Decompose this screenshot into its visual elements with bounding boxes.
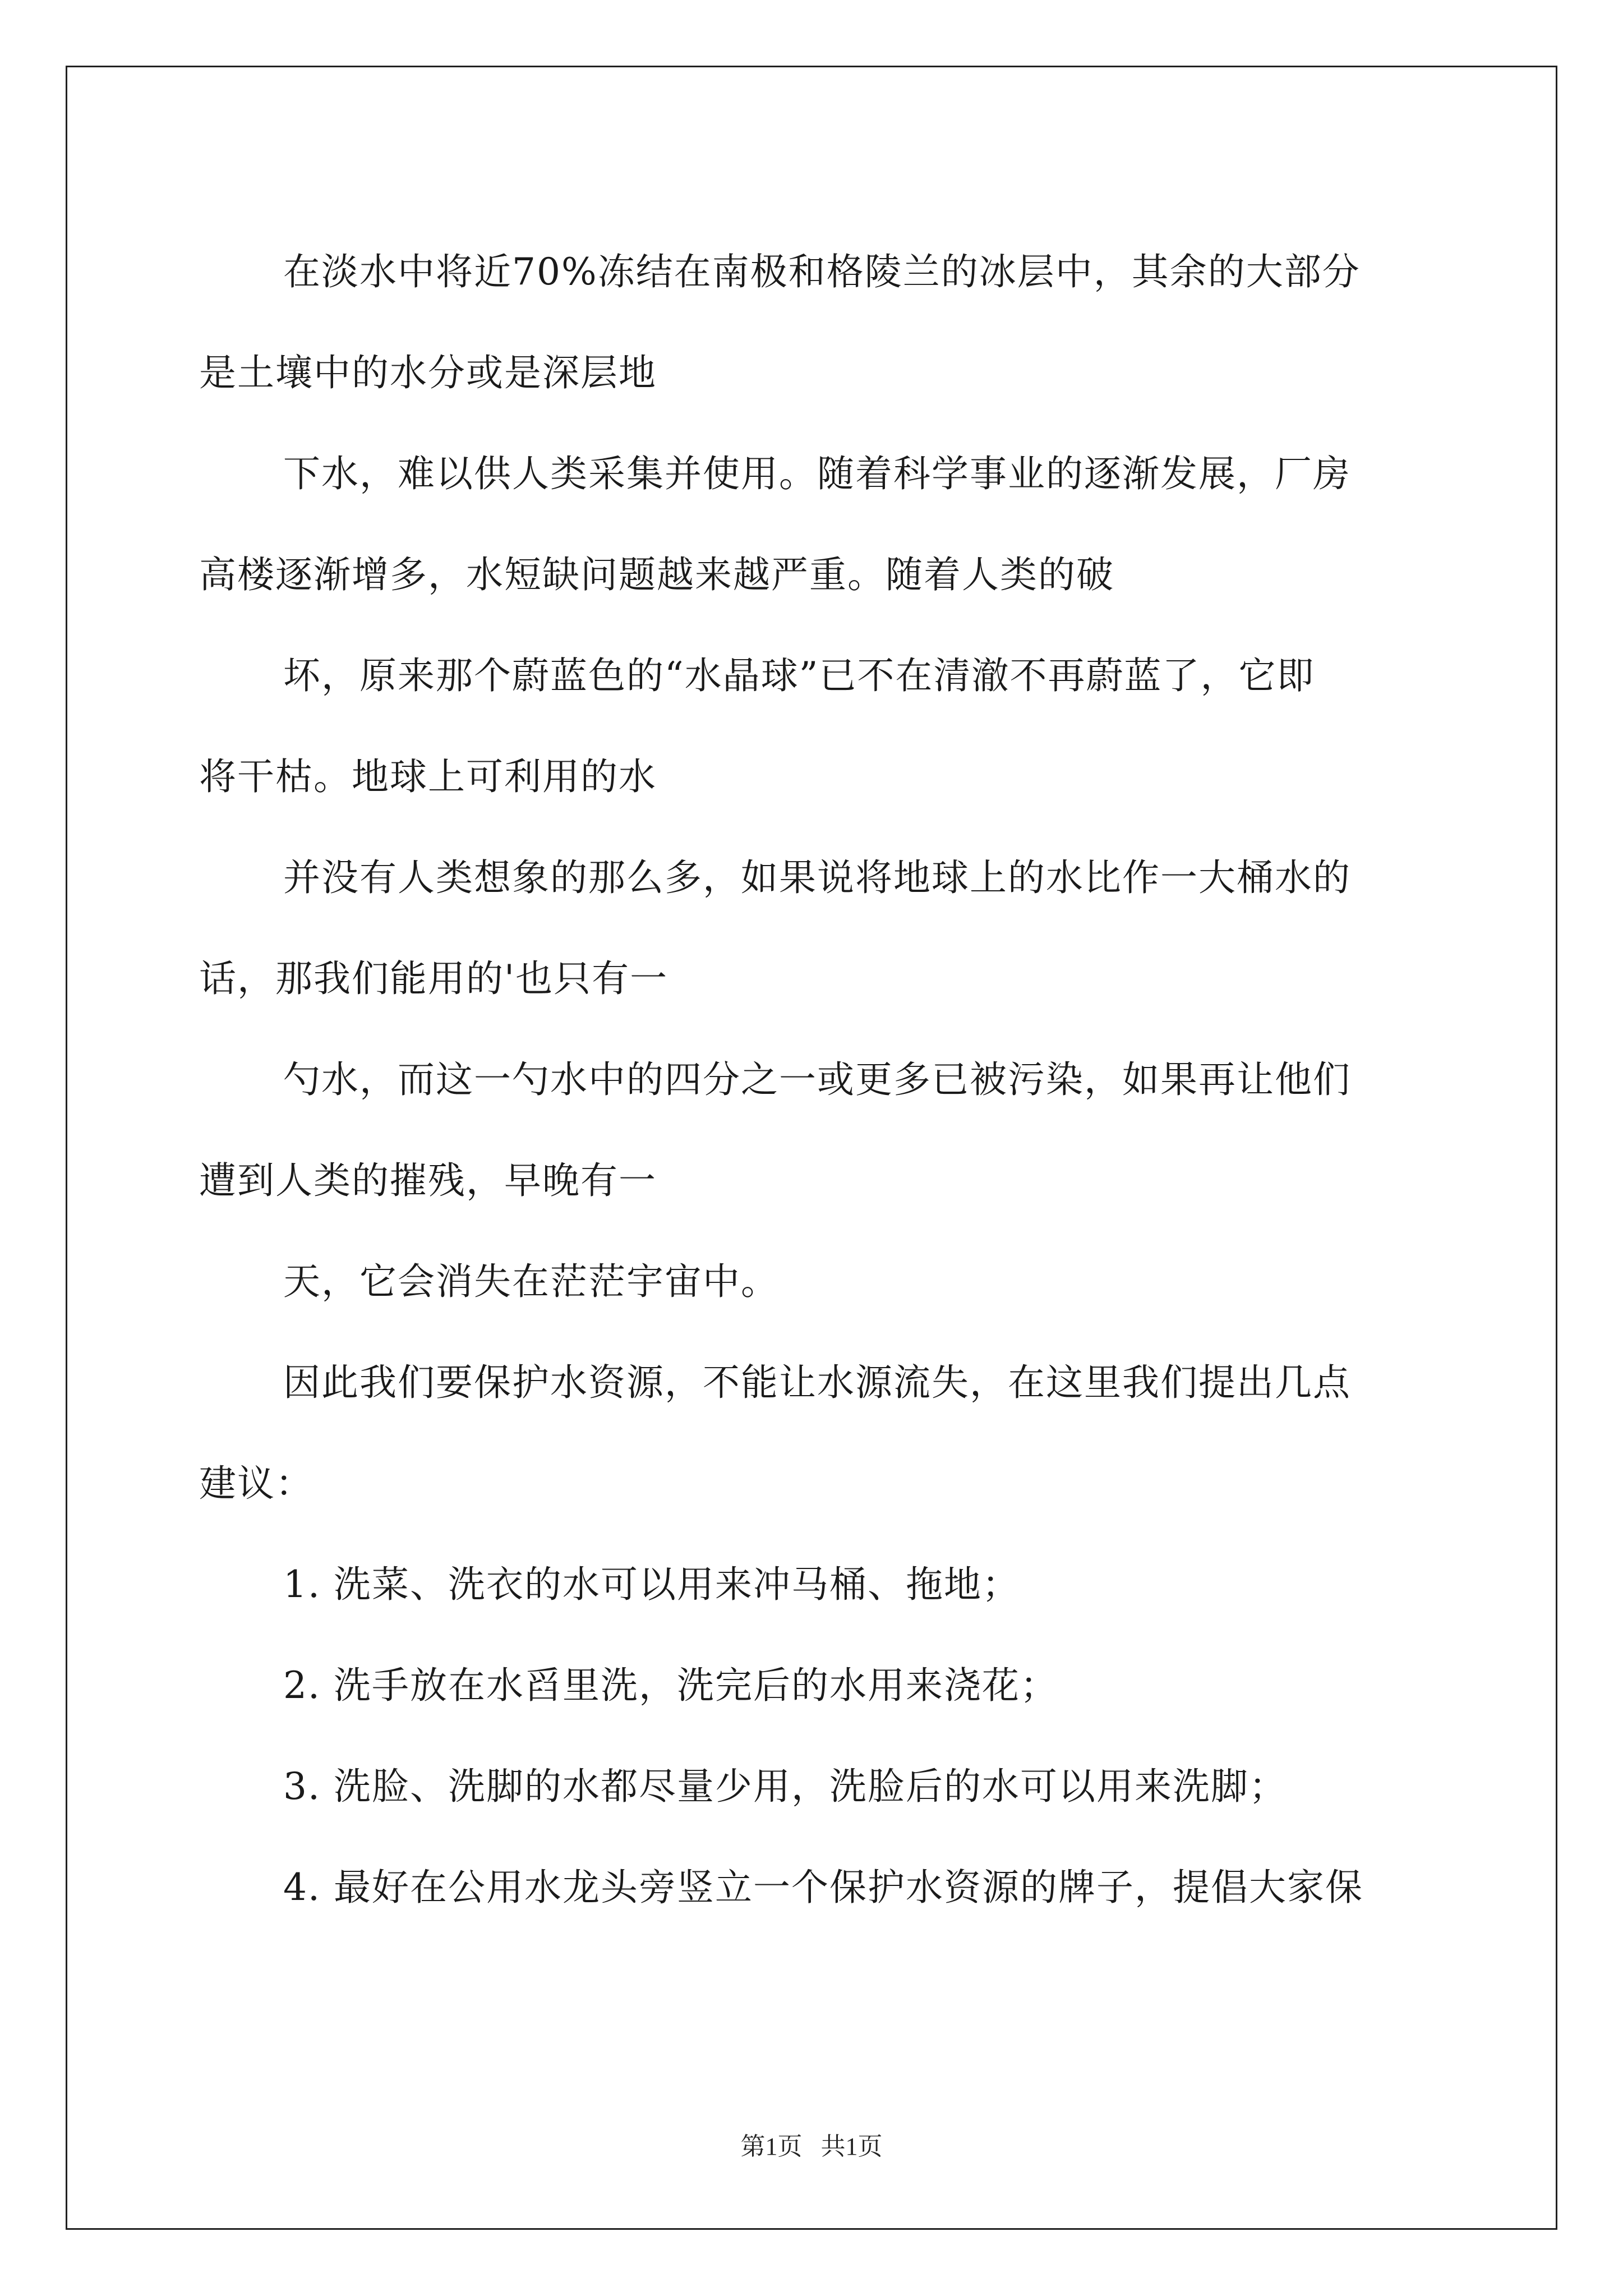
- list-item: 3. 洗脸、洗脚的水都尽量少用，洗脸后的水可以用来洗脚；: [283, 1765, 1287, 1808]
- text-line: 高楼逐渐增多，水短缺问题越来越严重。随着人类的破: [199, 553, 1114, 596]
- text-line: 话，那我们能用的'也只有一: [199, 957, 668, 1000]
- paragraph-3: [199, 625, 1427, 827]
- text-line: 在淡水中将近70%冻结在南极和格陵兰的冰层中，其余的大部分: [283, 250, 1361, 293]
- suggestion-list: [199, 1534, 1427, 1938]
- paragraph-7: [199, 1332, 1427, 1534]
- list-item: 4. 最好在公用水龙头旁竖立一个保护水资源的牌子，提倡大家保: [283, 1866, 1363, 1909]
- list-item: 1. 洗菜、洗衣的水可以用来冲马桶、拖地；: [283, 1563, 1020, 1606]
- text-line: 建议：: [199, 1462, 313, 1505]
- text-line: 遭到人类的摧残，早晚有一: [199, 1159, 657, 1202]
- text-line: 勺水，而这一勺水中的四分之一或更多已被污染，如果再让他们: [283, 1058, 1351, 1101]
- text-line: 下水，难以供人类采集并使用。随着科学事业的逐渐发展，厂房: [283, 452, 1351, 495]
- text-line: 因此我们要保护水资源，不能让水源流失，在这里我们提出几点: [283, 1361, 1351, 1404]
- paragraph-1: [199, 222, 1427, 424]
- text-line: 并没有人类想象的那么多，如果说将地球上的水比作一大桶水的: [283, 856, 1351, 899]
- text-line: 坏，原来那个蔚蓝色的“水晶球”已不在清澈不再蔚蓝了，它即: [283, 654, 1315, 697]
- paragraph-2: [199, 424, 1427, 625]
- paragraph-4: [199, 827, 1427, 1029]
- text-line: 天，它会消失在茫茫宇宙中。: [283, 1260, 779, 1303]
- paragraph-5: [199, 1029, 1427, 1231]
- list-item: 2. 洗手放在水舀里洗，洗完后的水用来浇花；: [283, 1664, 1058, 1707]
- page-footer: 第1页 共1页: [740, 2133, 883, 2160]
- text-line: 将干枯。地球上可利用的水: [199, 755, 657, 798]
- paragraph-6: [199, 1231, 1427, 1332]
- text-line: 是土壤中的水分或是深层地: [199, 351, 657, 394]
- document-body: [199, 222, 1427, 1938]
